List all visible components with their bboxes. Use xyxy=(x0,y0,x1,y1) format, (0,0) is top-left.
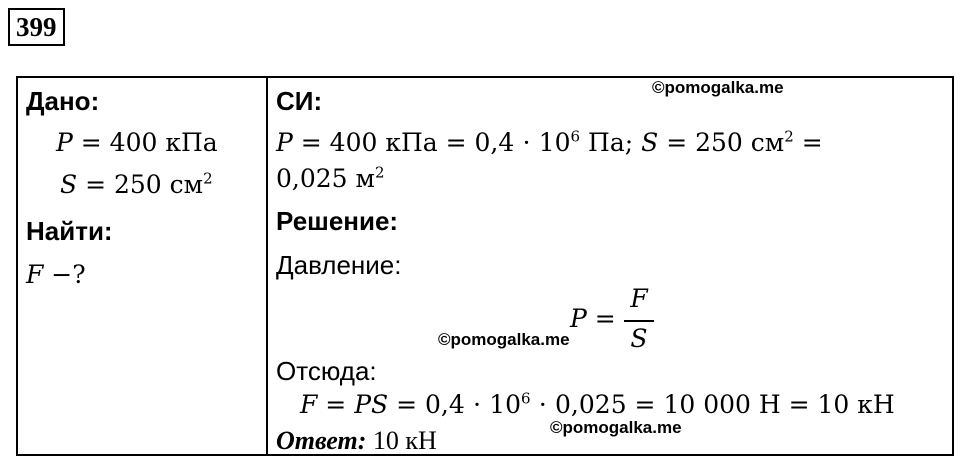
calc-equals: = xyxy=(317,390,355,419)
given-area-var: S xyxy=(60,170,78,199)
watermark-top: ©pomogalka.me xyxy=(652,78,784,97)
si-pressure-unit: Па; xyxy=(580,128,642,157)
given-pressure-value: = 400 кПа xyxy=(72,128,218,157)
answer-line xyxy=(276,426,437,456)
given-pressure xyxy=(56,128,218,157)
si-area-result: 0,025 м xyxy=(276,164,375,193)
given-area-value: = 250 см xyxy=(77,170,204,199)
calc-exp: 6 xyxy=(521,389,531,408)
formula-equals: = xyxy=(586,304,616,333)
calc-substitution: = 0,4 ⋅ 10 xyxy=(388,390,522,419)
formula-lhs xyxy=(570,304,616,333)
answer-label: Ответ: xyxy=(276,426,367,455)
si-area-var: S xyxy=(641,128,659,157)
si-area-exp: 2 xyxy=(784,127,794,146)
calculation-line xyxy=(300,390,895,419)
si-pressure-var: P xyxy=(276,128,293,157)
given-area xyxy=(60,170,213,199)
find-force xyxy=(26,260,86,289)
si-heading: СИ: xyxy=(276,86,323,116)
problem-number: 399 xyxy=(8,8,65,46)
given-heading: Дано: xyxy=(26,86,100,116)
find-force-var: F xyxy=(26,260,44,289)
si-area-conv: = 250 см xyxy=(658,128,785,157)
si-equals: = xyxy=(793,128,823,157)
given-area-exp: 2 xyxy=(203,169,213,188)
pressure-label: Давление: xyxy=(276,250,402,280)
answer-value: 10 кН xyxy=(366,426,437,455)
fraction-bar xyxy=(624,320,654,322)
solution-heading: Решение: xyxy=(276,206,399,236)
watermark-middle: ©pomogalka.me xyxy=(438,330,570,349)
watermark-bottom: ©pomogalka.me xyxy=(550,418,682,437)
formula-pressure-var: P xyxy=(570,304,587,333)
fraction-numerator: F xyxy=(630,284,648,313)
si-line-2 xyxy=(276,164,385,193)
calc-result: ⋅ 0,025 = 10 000 Н = 10 кН xyxy=(530,390,895,419)
calc-force-var: F xyxy=(300,390,318,419)
fraction-denominator: S xyxy=(630,324,648,353)
solution-table xyxy=(16,76,954,456)
si-pressure-conv: = 400 кПа = 0,4 ⋅ 10 xyxy=(292,128,571,157)
calc-ps: PS xyxy=(354,390,389,419)
si-area-result-exp: 2 xyxy=(374,163,385,182)
given-pressure-var: P xyxy=(56,128,73,157)
column-divider xyxy=(266,78,268,454)
find-force-rest: −? xyxy=(43,260,86,289)
formula-fraction xyxy=(624,284,654,354)
find-heading: Найти: xyxy=(26,216,113,246)
si-line-1 xyxy=(276,128,823,157)
si-pressure-exp: 6 xyxy=(570,127,581,146)
hence-label: Отсюда: xyxy=(276,356,377,386)
